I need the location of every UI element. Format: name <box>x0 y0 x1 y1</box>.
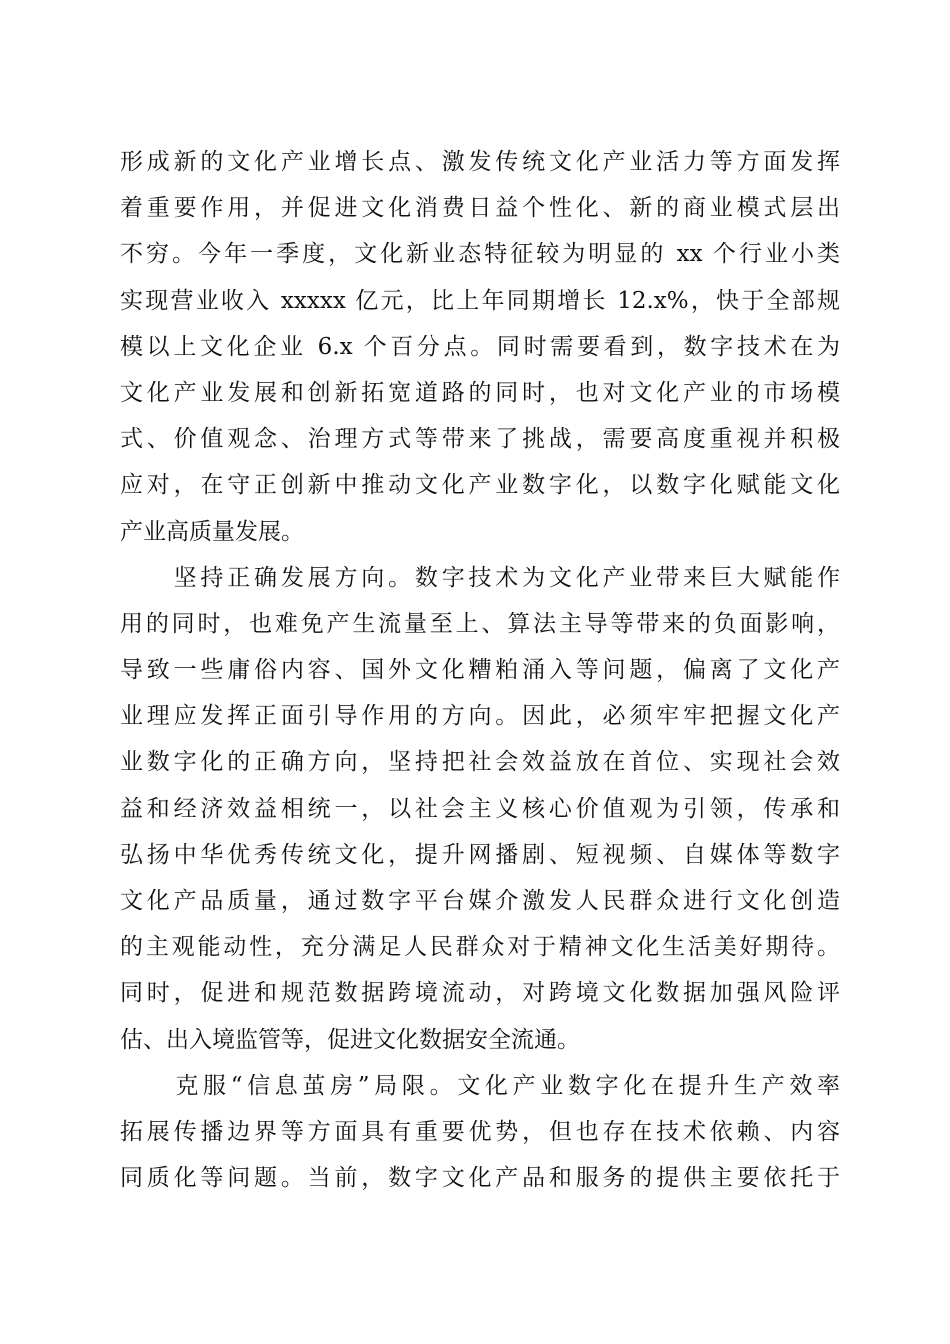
paragraph-3 <box>120 1063 840 1202</box>
text-line: 拓展传播边界等方面具有重要优势，但也存在技术依赖、内容 <box>120 1118 840 1145</box>
text-line: 导致一些庸俗内容、国外文化糟粕涌入等问题，偏离了文化产 <box>120 657 840 684</box>
paragraph-1 <box>120 139 840 555</box>
text-line: 形成新的文化产业增长点、激发传统文化产业活力等方面发挥 <box>120 149 840 175</box>
text-line: 同时，促进和规范数据跨境流动，对跨境文化数据加强风险评 <box>120 980 840 1007</box>
text-line: 坚持正确发展方向。数字技术为文化产业带来巨大赋能作 <box>120 564 840 591</box>
text-line: 用的同时，也难免产生流量至上、算法主导等带来的负面影响， <box>120 610 840 637</box>
document-body <box>120 139 840 1201</box>
text-line: 文化产业发展和创新拓宽道路的同时，也对文化产业的市场模 <box>120 379 840 406</box>
text-line: 估、出入境监管等，促进文化数据安全流通。 <box>120 1026 580 1053</box>
text-line: 克服“信息茧房”局限。文化产业数字化在提升生产效率 <box>120 1072 840 1099</box>
text-line: 式、价值观念、治理方式等带来了挑战，需要高度重视并积极 <box>120 426 840 453</box>
text-line: 产业高质量发展。 <box>120 518 304 545</box>
text-line: 着重要作用，并促进文化消费日益个性化、新的商业模式层出 <box>120 195 840 222</box>
text-line: 应对，在守正创新中推动文化产业数字化，以数字化赋能文化 <box>120 472 840 499</box>
text-line: 业理应发挥正面引导作用的方向。因此，必须牢牢把握文化产 <box>120 703 840 730</box>
text-line: 业数字化的正确方向，坚持把社会效益放在首位、实现社会效 <box>120 749 840 776</box>
text-line: 文化产品质量，通过数字平台媒介激发人民群众进行文化创造 <box>120 888 840 914</box>
text-line: 同质化等问题。当前，数字文化产品和服务的提供主要依托于 <box>120 1165 840 1192</box>
text-line: 益和经济效益相统一，以社会主义核心价值观为引领，传承和 <box>120 795 840 822</box>
text-line: 模以上文化企业 6.x 个百分点。同时需要看到，数字技术在为 <box>120 333 840 360</box>
text-line: 的主观能动性，充分满足人民群众对于精神文化生活美好期待。 <box>120 934 840 961</box>
text-line: 不穷。今年一季度，文化新业态特征较为明显的 xx 个行业小类 <box>120 241 840 268</box>
text-line: 弘扬中华优秀传统文化，提升网播剧、短视频、自媒体等数字 <box>120 841 840 868</box>
text-line: 实现营业收入 xxxxx 亿元，比上年同期增长 12.x%，快于全部规 <box>120 287 840 314</box>
paragraph-2 <box>120 555 840 1063</box>
